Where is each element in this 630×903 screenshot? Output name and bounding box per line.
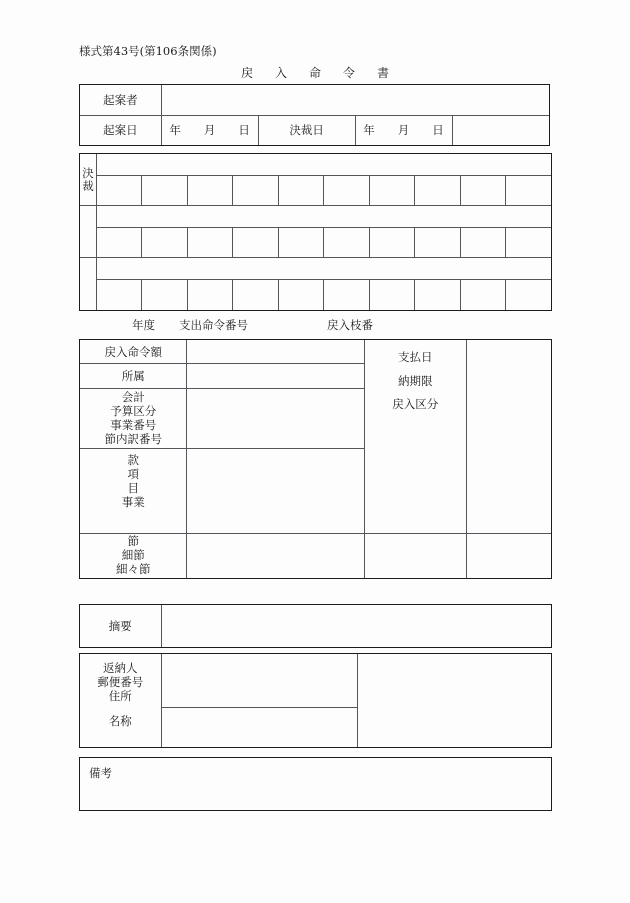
return-category-label: 戻入区分 <box>392 397 439 412</box>
payer-label-lines <box>80 654 161 728</box>
decision-cell[interactable] <box>505 228 551 258</box>
document-title: 戻 入 命 令 書 <box>240 66 394 80</box>
decision-cell[interactable] <box>415 176 460 206</box>
account-block-lines <box>80 390 186 446</box>
decision-cell[interactable] <box>187 280 232 310</box>
return-branch-number-caption: 戻入枝番 <box>327 318 373 332</box>
decision-cell[interactable] <box>324 280 369 310</box>
decision-cell[interactable] <box>142 280 187 310</box>
affiliation-label: 所属 <box>80 364 187 389</box>
decision-cell[interactable] <box>97 280 142 310</box>
saisetsu-label: 細節 <box>121 547 145 562</box>
kan-label: 款 <box>127 452 139 467</box>
payer-label-cell <box>80 654 161 747</box>
decision-cell[interactable] <box>187 176 232 206</box>
amount-value[interactable] <box>187 340 364 364</box>
amount-label: 戻入命令額 <box>80 340 187 364</box>
account-block-value[interactable] <box>187 388 364 448</box>
section-block-value[interactable] <box>187 533 364 578</box>
kou-label: 項 <box>127 466 139 481</box>
decision-cell[interactable] <box>324 228 369 258</box>
payer-name-value[interactable] <box>161 707 358 747</box>
project-number-label: 事業番号 <box>110 418 157 433</box>
decision-cell[interactable] <box>278 280 323 310</box>
moku-label: 目 <box>127 480 139 495</box>
payer-right-cell[interactable] <box>358 654 551 747</box>
due-date-label: 納期限 <box>397 373 433 388</box>
saisaisetsu-label: 細々節 <box>115 561 151 576</box>
summary-value[interactable] <box>161 605 551 647</box>
section-breakdown-number-label: 節内訳番号 <box>104 432 162 447</box>
account-label: 会計 <box>121 390 145 405</box>
summary-table <box>79 604 552 648</box>
decision-cell[interactable] <box>97 228 142 258</box>
decision-cell[interactable] <box>415 280 460 310</box>
decision-cell[interactable] <box>460 176 505 206</box>
payer-table <box>79 653 552 748</box>
decision-spacer-left-3 <box>80 258 97 310</box>
decision-cell[interactable] <box>460 228 505 258</box>
decision-header-strip-1[interactable] <box>97 154 552 176</box>
decision-cell[interactable] <box>278 228 323 258</box>
draft-date-value[interactable]: 年 月 日 <box>161 115 258 145</box>
decision-cell[interactable] <box>369 176 414 206</box>
payment-date-label: 支払日 <box>397 350 433 364</box>
decision-cell[interactable] <box>505 280 551 310</box>
decision-cell[interactable] <box>505 176 551 206</box>
decision-extra-cell[interactable] <box>452 115 549 145</box>
decision-cell[interactable] <box>369 280 414 310</box>
section-block-label <box>80 533 187 578</box>
decision-header-strip-3[interactable] <box>97 258 552 280</box>
decision-date-label: 決裁日 <box>258 115 355 145</box>
decision-cell[interactable] <box>369 228 414 258</box>
budget-block-value[interactable] <box>187 448 364 533</box>
middle-table <box>79 339 552 579</box>
drafter-label: 起案者 <box>80 85 161 115</box>
payment-order-number-caption: 支出命令番号 <box>179 318 248 332</box>
section-block-lines <box>80 534 186 578</box>
remarks-table[interactable] <box>79 757 552 811</box>
remarks-label: 備考 <box>89 766 112 780</box>
setsu-label: 節 <box>127 533 139 548</box>
account-block-label <box>80 388 187 448</box>
budget-category-label: 予算区分 <box>110 404 157 419</box>
decision-cell[interactable] <box>97 176 142 206</box>
decision-cell[interactable] <box>233 176 278 206</box>
summary-label: 摘要 <box>80 605 161 647</box>
form-number: 様式第43号(第106条関係) <box>79 44 217 58</box>
lower-right-cell-2[interactable] <box>466 533 551 578</box>
decision-cell[interactable] <box>142 228 187 258</box>
caption-row <box>79 317 552 333</box>
budget-block-lines <box>80 449 186 509</box>
decision-cell[interactable] <box>278 176 323 206</box>
lower-right-cell-1[interactable] <box>364 533 466 578</box>
draft-date-label: 起案日 <box>80 115 161 145</box>
decision-label: 決裁 <box>80 154 97 206</box>
decision-date-value[interactable]: 年 月 日 <box>355 115 452 145</box>
decision-cell[interactable] <box>460 280 505 310</box>
address-label: 住所 <box>108 689 132 704</box>
jigyou-label: 事業 <box>121 494 145 509</box>
payer-label-gap <box>80 703 161 714</box>
date-values-cell[interactable] <box>466 340 551 533</box>
decision-cell[interactable] <box>187 228 232 258</box>
decision-grid-table <box>79 153 552 311</box>
fiscal-year-caption: 年度 <box>132 318 155 332</box>
date-labels-cell <box>364 340 466 533</box>
decision-cell[interactable] <box>415 228 460 258</box>
payer-label: 返納人 <box>103 661 138 675</box>
decision-cell[interactable] <box>142 176 187 206</box>
name-label: 名称 <box>108 714 132 729</box>
decision-spacer-left-2 <box>80 206 97 258</box>
decision-header-strip-2[interactable] <box>97 206 552 228</box>
postal-code-label: 郵便番号 <box>97 675 144 690</box>
drafter-value-cell[interactable] <box>161 85 549 115</box>
decision-cell[interactable] <box>233 280 278 310</box>
budget-block-label <box>80 448 187 533</box>
payer-address-value[interactable] <box>161 654 358 707</box>
affiliation-value[interactable] <box>187 364 364 389</box>
header-table <box>79 84 550 146</box>
decision-cell[interactable] <box>233 228 278 258</box>
decision-cell[interactable] <box>324 176 369 206</box>
